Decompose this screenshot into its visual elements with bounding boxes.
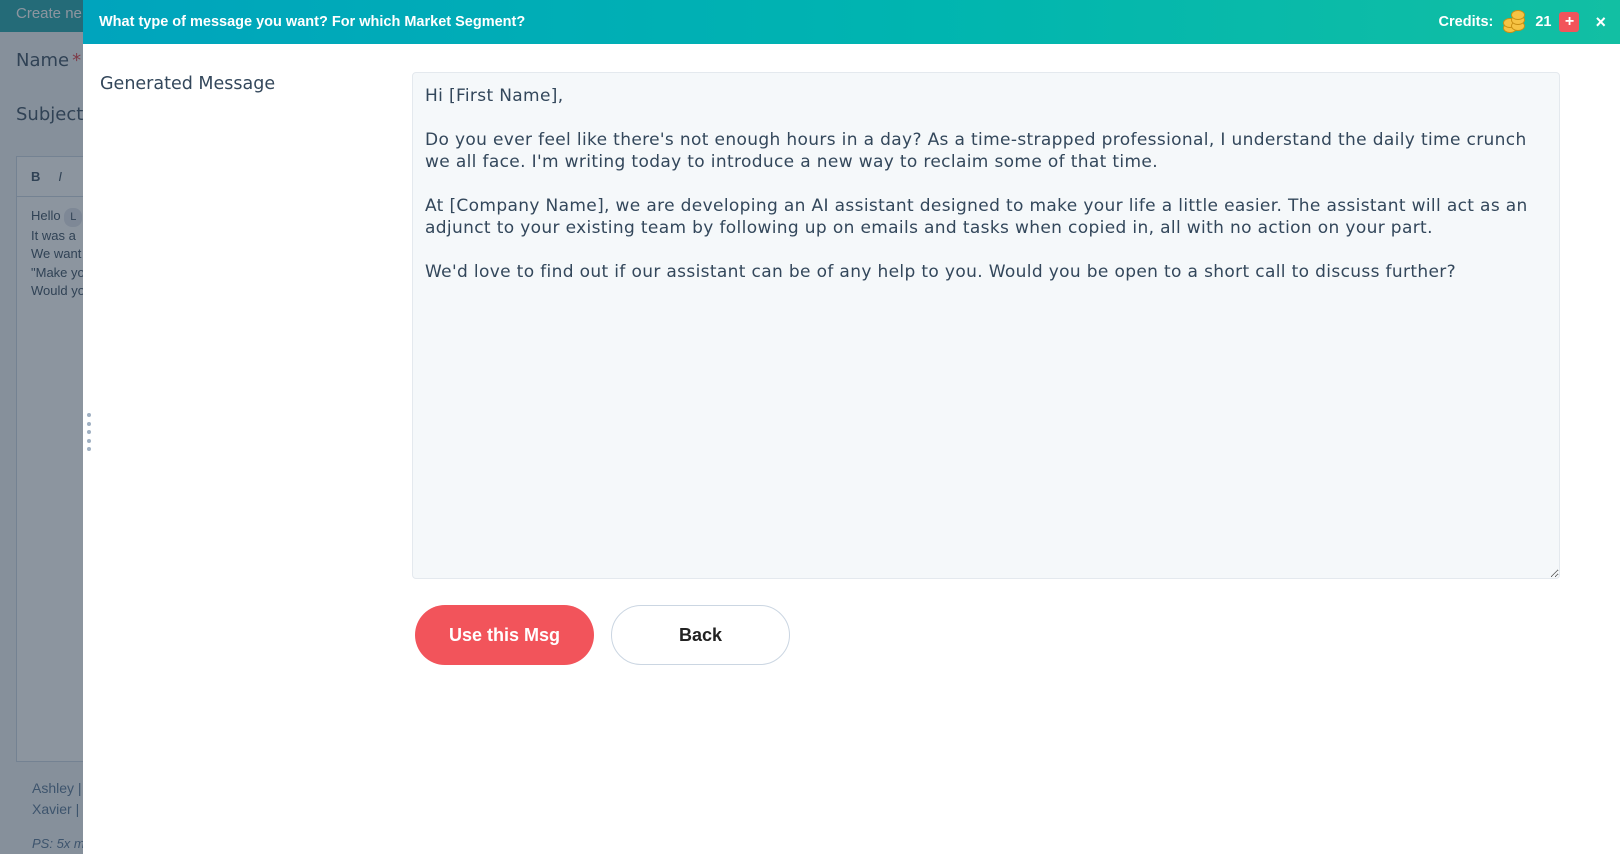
panel-resize-handle[interactable]: [86, 413, 92, 451]
use-message-button[interactable]: Use this Msg: [415, 605, 594, 665]
credits-value: 21: [1535, 14, 1552, 30]
credits-label: Credits:: [1438, 14, 1494, 30]
back-button[interactable]: Back: [611, 605, 790, 665]
close-icon[interactable]: ×: [1595, 12, 1606, 32]
coins-icon: [1501, 9, 1527, 35]
generated-message-label: Generated Message: [100, 74, 276, 94]
credits-display: [1439, 9, 1580, 35]
add-credits-button[interactable]: +: [1559, 12, 1579, 32]
message-generator-panel: [83, 0, 1620, 854]
panel-title: What type of message you want? For which Market Segment?: [99, 14, 526, 30]
panel-header: [83, 0, 1620, 44]
generated-message-textarea[interactable]: [412, 72, 1560, 579]
